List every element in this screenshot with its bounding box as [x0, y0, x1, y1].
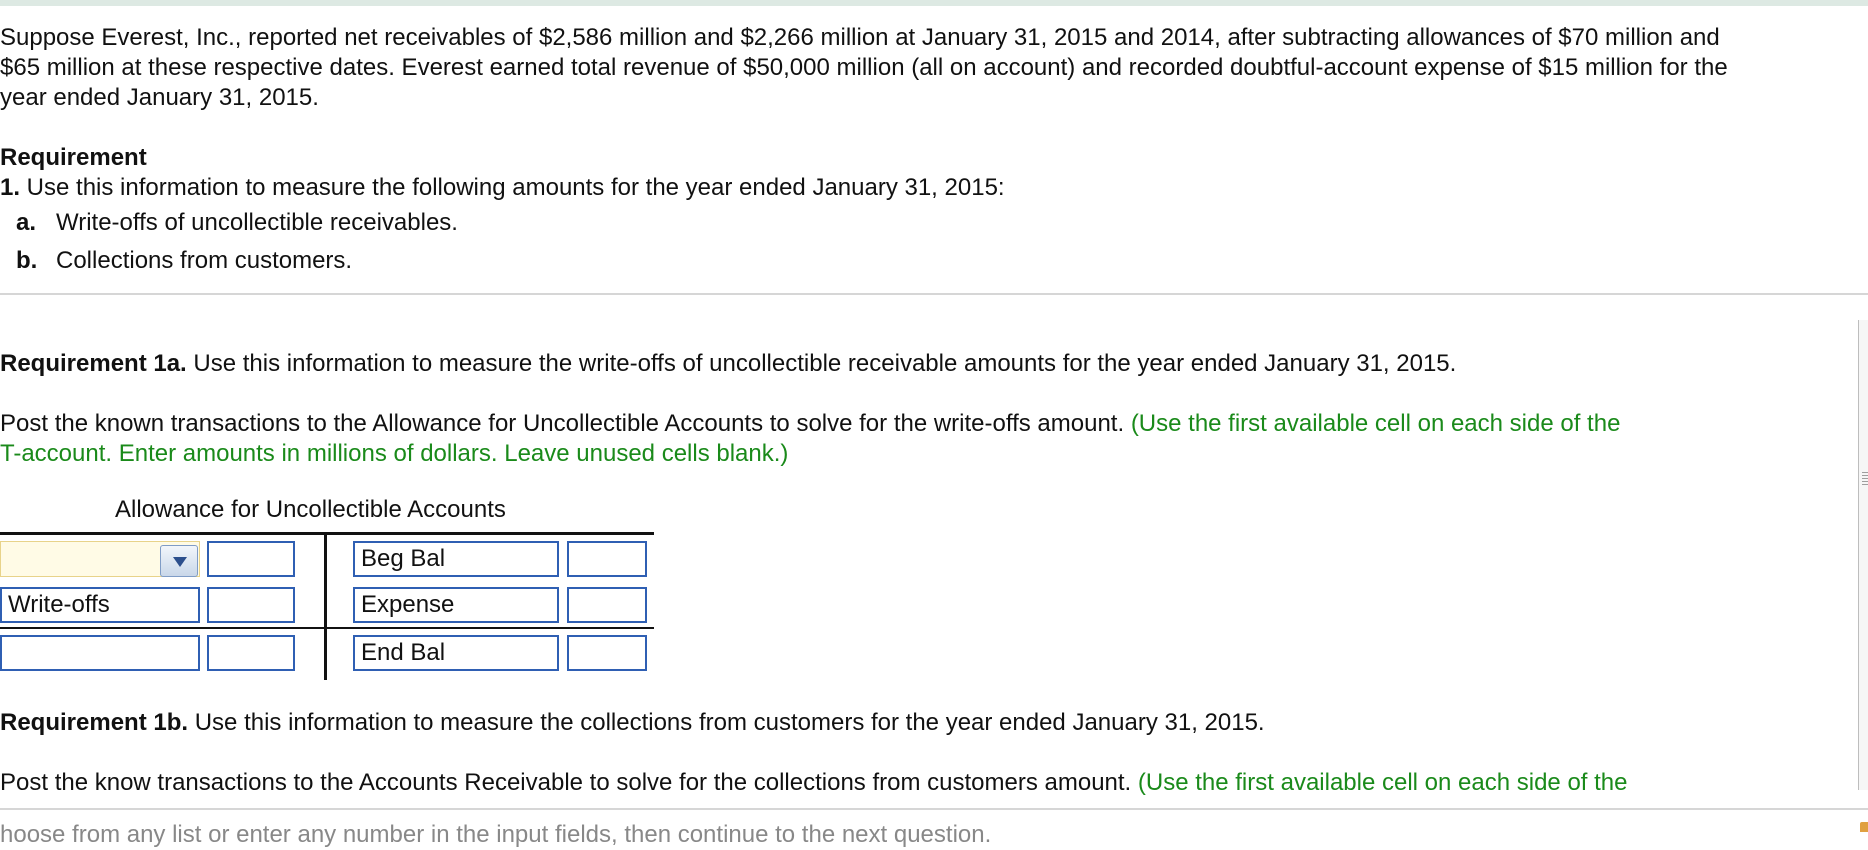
req1a-text: Use this information to measure the write-offs of uncollectible receivable amounts for the year ended January 31, 2015. [186, 350, 1457, 377]
sub-item-text: Write-offs of uncollectible receivables. [56, 209, 458, 236]
scrollbar[interactable] [1858, 320, 1868, 790]
requirement-item-number: 1. [0, 174, 21, 201]
req1b-instruction: Post the know transactions to the Accounts Receivable to solve for the collections from customers amount. [0, 769, 1138, 796]
problem-line-1: Suppose Everest, Inc., reported net receivables of $2,586 million and $2,266 million at January 31, 2015 and 2014, after subtracting allowances of $70 million and [0, 24, 1720, 51]
left-amount-input-3[interactable] [207, 635, 295, 671]
requirement-sub-item-a [16, 208, 458, 238]
section-divider [0, 293, 1868, 295]
right-label-expense[interactable]: Expense [353, 587, 559, 623]
req1b-label: Requirement 1b. [0, 709, 189, 736]
requirement-sub-item-b [16, 246, 352, 276]
right-amount-input-2[interactable] [567, 587, 647, 623]
t-account-total-rule [0, 627, 654, 629]
right-label-beg-bal[interactable]: Beg Bal [353, 541, 559, 577]
sub-item-letter: a. [16, 209, 37, 236]
req1a-instruction-line-1 [0, 409, 1620, 439]
req1a-heading [0, 349, 1456, 379]
footer-instruction: hoose from any list or enter any number in the input fields, then continue to the next question. [0, 821, 992, 848]
req1a-instruction-line-2: T-account. Enter amounts in millions of dollars. Leave unused cells blank.) [0, 440, 789, 467]
requirement-item-1 [0, 173, 1005, 203]
left-label-write-offs[interactable]: Write-offs [0, 587, 200, 623]
help-icon[interactable] [1860, 822, 1868, 832]
req1b-instruction-line-1 [0, 768, 1628, 798]
left-amount-input-2[interactable] [207, 587, 295, 623]
problem-line-2: $65 million at these respective dates. Everest earned total revenue of $50,000 million (all on account) and recorded doubtful-account expense of $15 million for the [0, 54, 1728, 81]
req1b-heading [0, 708, 1265, 738]
dropdown-button[interactable] [160, 545, 198, 577]
top-strip [0, 0, 1868, 6]
t-account-center-rule [324, 535, 327, 680]
left-label-input-3[interactable] [0, 635, 200, 671]
right-amount-input-1[interactable] [567, 541, 647, 577]
right-label-end-bal[interactable]: End Bal [353, 635, 559, 671]
right-amount-input-3[interactable] [567, 635, 647, 671]
requirement-item-text: Use this information to measure the following amounts for the year ended January 31, 2015: [20, 174, 1005, 201]
sub-item-text: Collections from customers. [56, 247, 353, 274]
requirement-heading: Requirement [0, 144, 147, 171]
req1a-instruction: Post the known transactions to the Allowance for Uncollectible Accounts to solve for the write-offs amount. [0, 410, 1131, 437]
req1a-instruction-hint: (Use the first available cell on each side of the [1130, 410, 1621, 437]
chevron-down-icon [173, 557, 187, 567]
req1b-text: Use this information to measure the collections from customers for the year ended January 31, 2015. [188, 709, 1265, 736]
req1a-label: Requirement 1a. [0, 350, 187, 377]
scrollbar-grip-icon[interactable] [1862, 472, 1868, 486]
sub-item-letter: b. [16, 247, 38, 274]
t-account-title: Allowance for Uncollectible Accounts [115, 496, 506, 523]
problem-line-3: year ended January 31, 2015. [0, 84, 319, 111]
req1b-instruction-hint: (Use the first available cell on each side of the [1137, 769, 1628, 796]
left-amount-input-1[interactable] [207, 541, 295, 577]
footer-divider [0, 808, 1868, 810]
t-account-top-rule [0, 532, 654, 535]
